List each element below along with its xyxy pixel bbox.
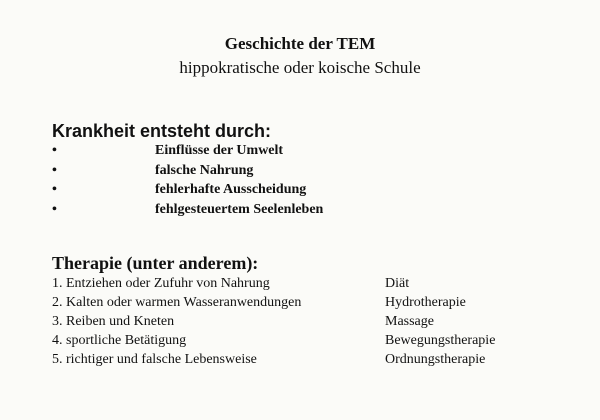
list-item — [52, 163, 552, 183]
therapy-type: Bewegungstherapie — [385, 333, 496, 348]
table-row — [52, 333, 552, 352]
table-row — [52, 276, 552, 295]
table-row — [52, 314, 552, 333]
list-item — [52, 202, 552, 222]
cause-text: fehlgesteuertem Seelenleben — [155, 201, 324, 217]
therapy-method: 2. Kalten oder warmen Wasseranwendungen — [52, 295, 302, 310]
therapy-type: Ordnungstherapie — [385, 352, 486, 367]
cause-text: fehlerhafte Ausscheidung — [155, 182, 307, 197]
therapy-type: Diät — [385, 276, 410, 291]
bullet-icon: • — [52, 182, 57, 197]
list-item — [52, 182, 552, 202]
cause-text: Einflüsse der Umwelt — [155, 143, 284, 158]
therapy-method: 4. sportliche Betätigung — [52, 333, 187, 348]
cause-text: falsche Nahrung — [155, 162, 254, 178]
therapy-type: Massage — [385, 314, 434, 329]
page-subtitle: hippokratische oder koische Schule — [179, 58, 421, 77]
table-row — [52, 352, 552, 371]
page-title: Geschichte der TEM — [224, 34, 376, 53]
bullet-icon: • — [52, 143, 57, 158]
therapy-method: 1. Entziehen oder Zufuhr von Nahrung — [52, 276, 270, 291]
therapy-heading: Therapie (unter anderem): — [52, 253, 259, 273]
list-item — [52, 143, 552, 163]
therapy-method: 5. richtiger und falsche Lebensweise — [52, 352, 257, 367]
bullet-icon: • — [52, 162, 57, 178]
causes-list — [52, 143, 552, 221]
therapy-method: 3. Reiben und Kneten — [52, 314, 175, 329]
therapy-list — [52, 276, 552, 371]
causes-heading: Krankheit entsteht durch: — [52, 121, 272, 141]
table-row — [52, 295, 552, 314]
bullet-icon: • — [52, 201, 57, 217]
therapy-type: Hydrotherapie — [385, 295, 466, 310]
